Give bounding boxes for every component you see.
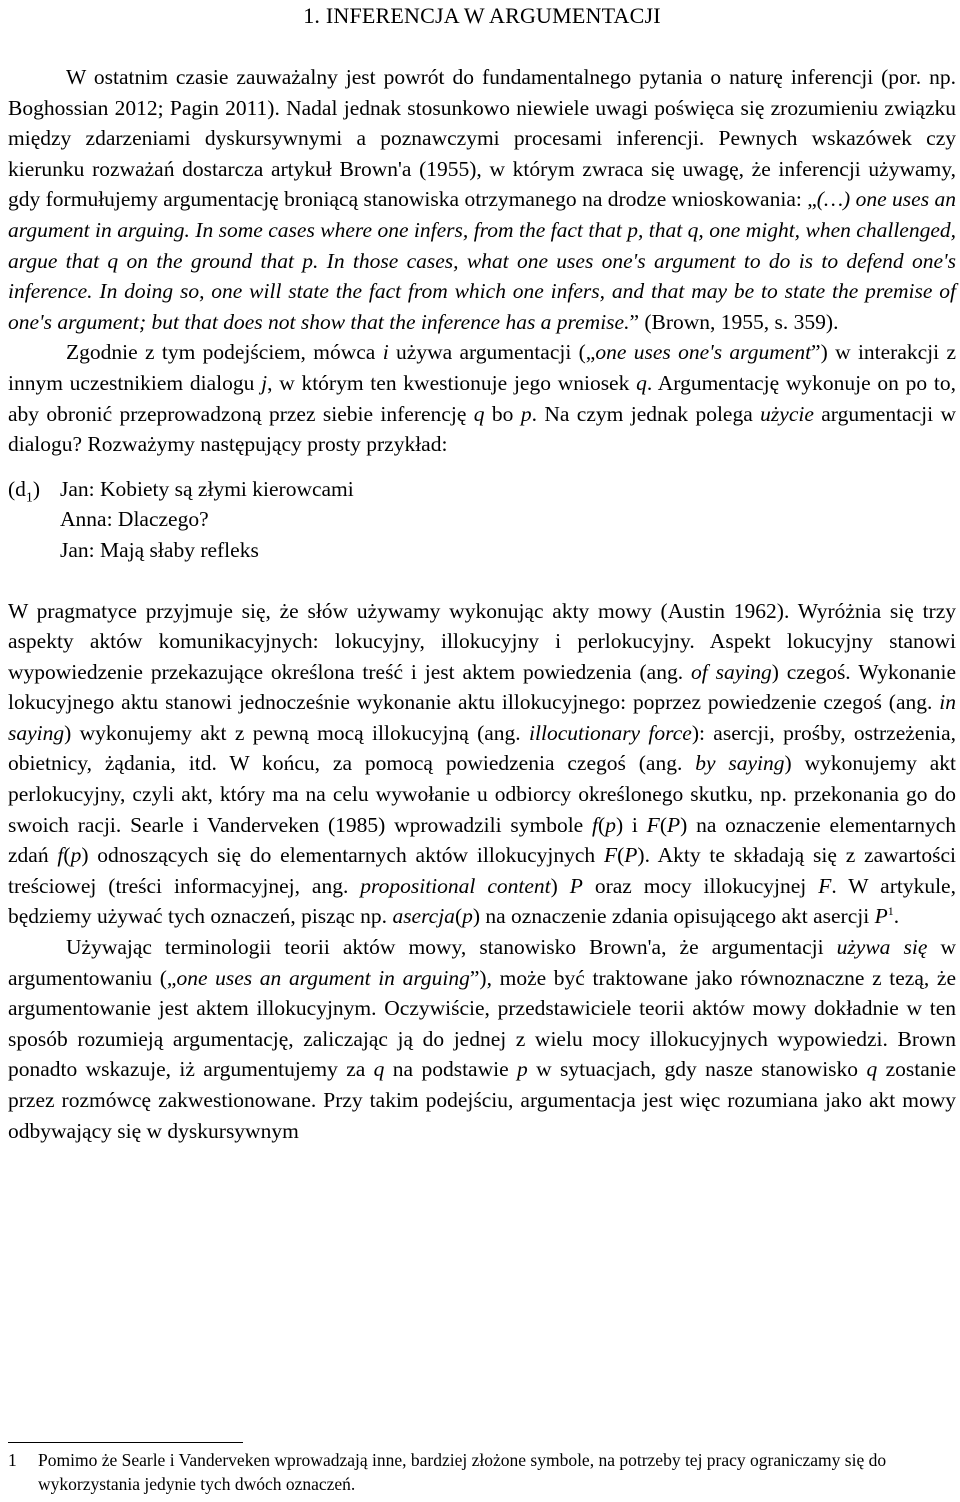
p4-text: Używając terminologii teorii aktów mowy, stanowisko Brown'a, że argumentacji <box>66 935 837 960</box>
p1-citation: ” (Brown, 1955, s. 359). <box>629 309 839 334</box>
p2-var-q: q <box>473 401 485 426</box>
p3-term: illocutionary force <box>529 720 692 745</box>
p3-symbol: F <box>646 812 660 837</box>
p3-symbol: p <box>462 904 473 929</box>
p2-text: . Argumentację wykonuje on po to, aby obronić przeprowadzoną przez siebie inferencję <box>8 370 957 426</box>
p3-symbol: F <box>818 873 832 898</box>
p3-text: ( <box>659 812 667 837</box>
p3-text: ) na oznaczenie zdania opisującego akt asercji <box>472 904 875 929</box>
p4-var: q <box>373 1057 385 1082</box>
p3-text: ). Akty te składają się z zawartości treściowej (treści informacyjnej, ang. <box>8 843 956 898</box>
p2-text: bo <box>484 401 521 426</box>
p2-text: argumentacji w dialogu? Rozważymy następujący prosty przykład: <box>8 401 957 457</box>
example-label <box>8 474 60 566</box>
p2-text: , w którym ten kwestionuje jego wniosek <box>267 370 637 395</box>
paragraph-2 <box>8 337 956 459</box>
p3-symbol: P <box>666 812 681 837</box>
p2-text: . Na czym jednak polega <box>531 401 761 426</box>
dialogue-example <box>8 474 956 566</box>
p3-text: . W artykule, będziemy używać tych oznaczeń, pisząc np. <box>8 873 956 929</box>
example-label-close: ) <box>32 476 41 501</box>
p3-text: ) odnoszących się do elementarnych aktów illokucyjnych <box>81 843 604 868</box>
p3-symbol: p <box>70 843 82 868</box>
p4-text: ”), może być traktowane jako równoznaczne z tezą, że argumentowanie jest aktem illokucyjnym. Oczywiście, przedstawiciele teorii aktów mowy dokładnie w ten sposób rozumieją argumentację, zaliczając ją do jednej z wielu mocy illokucyjnych wypowiedzi. Brown ponadto wskazuje, iż argumentujemy za <box>8 965 956 1082</box>
example-line: Jan: Mają słaby refleks <box>60 537 259 562</box>
p3-symbol: P <box>624 843 638 868</box>
p2-var-q: q <box>636 370 647 395</box>
p3-term: by saying <box>695 751 785 776</box>
paragraph-1 <box>8 62 956 337</box>
p4-var: p <box>517 1057 528 1082</box>
p3-text: ) <box>550 873 570 898</box>
p3-symbol: f <box>57 843 64 868</box>
footnote-text: Pomimo że Searle i Vanderveken wprowadzają inne, bardziej złożone symbole, na potrzeby tej pracy ograniczamy się do wykorzystania jedynie tych dwóch oznaczeń. <box>38 1450 887 1494</box>
section-heading: 1. INFERENCJA W ARGUMENTACJI <box>303 3 661 28</box>
paragraph-4 <box>8 932 956 1146</box>
paragraph-3 <box>8 596 956 933</box>
p3-term: of saying <box>690 659 772 684</box>
p3-text: ) wykonujemy akt z pewną mocą illokucyjną (ang. <box>64 720 530 745</box>
p4-quote: one uses an argument in arguing <box>176 965 470 990</box>
p3-text: . <box>893 904 900 929</box>
p2-var-i: i <box>382 340 389 365</box>
p4-emphasis: używa się <box>836 935 928 960</box>
p3-symbol: P <box>569 873 583 898</box>
p3-symbol: F <box>603 843 618 868</box>
p2-text: używa argumentacji („ <box>388 340 596 365</box>
p2-var-p: p <box>520 401 532 426</box>
p2-text: ”) w interakcji z innym uczestnikiem dialogu <box>8 340 957 395</box>
example-line: Jan: Kobiety są złymi kierowcami <box>60 476 354 501</box>
p3-symbol: p <box>605 812 616 837</box>
p3-text: ( <box>617 843 625 868</box>
p4-var: q <box>866 1057 878 1082</box>
p1-text: W ostatnim czasie zauważalny jest powrót do fundamentalnego pytania o naturę inferencji (por. np. Boghossian 2012; Pagin 2011). Nadal jednak stosunkowo niewiele uwagi poświęca się zrozumieniu związku między zdarzeniami dyskursywnymi a poznawczymi procesami inferencji. Pewnych wskazówek czy kierunku rozważań dostarcza artykuł Brown'a (1955), w którym zwraca się uwagę, że inferencji używamy, gdy formułujemy argumentację broniącą stanowiska otrzymanego na drodze wnioskowania: „ <box>8 65 956 212</box>
p1-quote: (…) one uses an argument in arguing. In some cases where one infers, from the fact that p, that q, one might, when challenged, argue that q on the ground that p. In those cases, what one uses one's argument to do is to defend one's inference. In doing so, one will state the fact from which one infers, and that may be to state the premise of one's argument; but that does not show that the inference has a premise. <box>8 187 956 334</box>
p3-text: W pragmatyce przyjmuje się, że słów używamy wykonując akty mowy (Austin 1962). Wyróżnia się trzy aspekty aktów komunikacyjnych: lokucyjny, illokucyjny i perlokucyjny. Aspekt lokucyjny stanowi wypowiedzenie przekazujące określona treść i jest aktem powiedzenia (ang. <box>8 598 956 684</box>
p2-emphasis: użycie <box>760 401 814 426</box>
p3-term: in saying <box>8 690 956 745</box>
p3-symbol: P <box>874 904 888 929</box>
p2-var-j: j <box>261 370 268 395</box>
example-lines <box>60 474 354 566</box>
p3-term: asercja <box>392 904 455 929</box>
p4-text: w sytuacjach, gdy nasze stanowisko <box>527 1057 867 1082</box>
p3-text: ) na oznaczenie elementarnych zdań <box>8 812 956 868</box>
p3-text: ( <box>63 843 71 868</box>
p4-text: zostanie przez rozmówcę zakwestionowane. Przy takim podejściu, argumentacja jest więc rozumiana jako akt mowy odbywający się w dyskursywnym <box>8 1057 957 1143</box>
p3-symbol: f <box>592 812 599 837</box>
p3-text: ( <box>454 904 463 929</box>
p4-text: w argumentowaniu („ <box>8 935 957 990</box>
p3-text: ): asercji, prośby, ostrzeżenia, obietnicy, żądania, itd. W końcu, za pomocą powiedzenia czegoś (ang. <box>8 720 956 776</box>
footnote <box>8 1448 956 1496</box>
example-label-open: (d <box>8 476 26 501</box>
footnote-number: 1 <box>8 1450 17 1470</box>
example-line: Anna: Dlaczego? <box>60 507 209 532</box>
p2-quote: one uses one's argument <box>595 340 812 365</box>
p3-text: ) i <box>615 812 647 837</box>
document-page <box>8 0 956 1146</box>
footnote-separator <box>8 1442 243 1443</box>
p3-text: oraz mocy illokucyjnej <box>582 873 819 898</box>
p3-text: ) czegoś. Wykonanie lokucyjnego aktu stanowi jednocześnie wykonanie aktu illokucyjnego: poprzez powiedzenie czegoś (ang. <box>8 659 957 715</box>
example-label-index: 1 <box>25 490 33 506</box>
p4-text: na podstawie <box>384 1057 518 1082</box>
p3-text: ) wykonujemy akt perlokucyjny, czyli akt, który ma na celu wywołanie u odbiorcy określonego skutku, np. przekonania go do swoich racji. Searle i Vanderveken (1985) wprowadzili symbole <box>8 751 956 837</box>
p3-text: ( <box>598 812 606 837</box>
p2-text: Zgodnie z tym podejściem, mówca <box>66 340 383 365</box>
p3-term: propositional content <box>360 873 551 898</box>
footnote-reference[interactable]: 1 <box>887 904 894 919</box>
